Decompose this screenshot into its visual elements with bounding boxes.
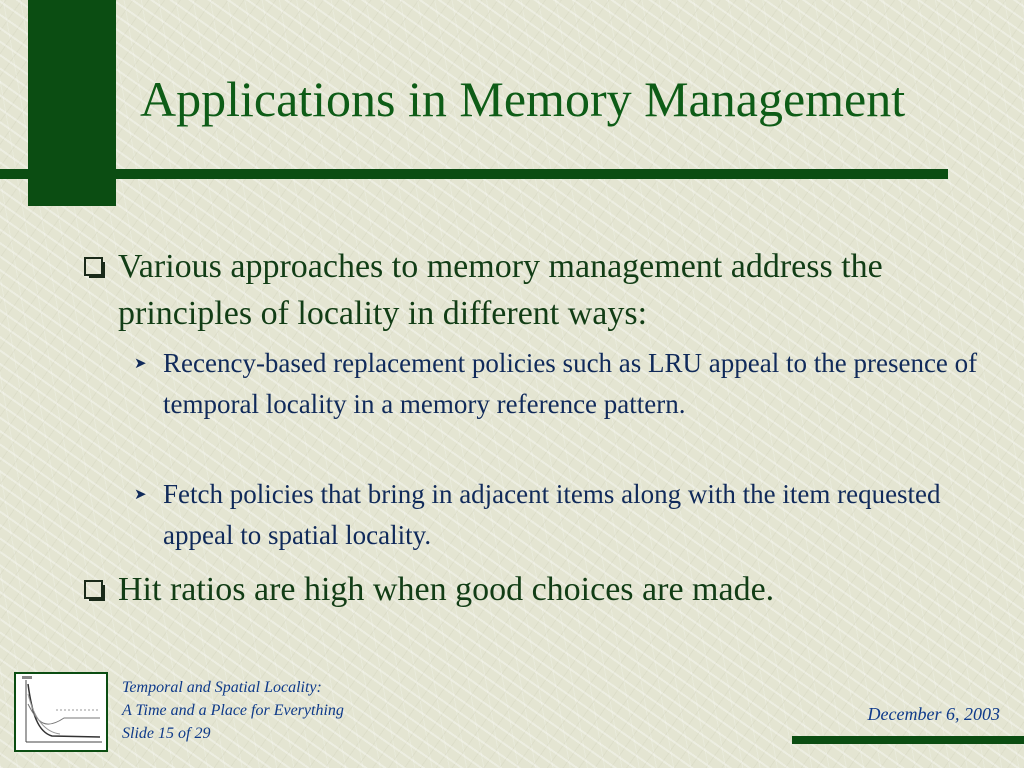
title-underline-rule [0,169,948,179]
bullet-approaches [84,243,984,337]
arrow-bullet-icon: ➤ [134,354,147,372]
footer-rule [792,736,1024,744]
footer-subtitle-line: A Time and a Place for Everything [122,702,344,719]
subbullet-text: Fetch policies that bring in adjacent items along with the item requested appeal to spatial locality. [163,479,941,550]
footer-caption [122,676,344,745]
arrow-bullet-icon: ➤ [134,485,147,503]
footer-date: December 6, 2003 [867,704,1000,724]
locality-graph-thumbnail [14,672,108,752]
square-bullet-icon [84,580,103,599]
footer-title-line: Temporal and Spatial Locality: [122,679,322,696]
subbullet-fetch [134,474,994,556]
bullet-text: Hit ratios are high when good choices are made. [118,571,775,608]
slide-number: Slide 15 of 29 [122,725,211,742]
slide-title: Applications in Memory Management [140,71,906,127]
graph-thumbnail-icon [16,674,106,750]
subbullet-text: Recency-based replacement policies such as LRU appeal to the presence of temporal locality in a memory reference pattern. [163,348,978,419]
bullet-text: Various approaches to memory management address the principles of locality in different ways: [118,248,883,332]
bullet-hit-ratios [84,566,984,613]
subbullet-recency [134,343,994,425]
square-bullet-icon [84,257,103,276]
